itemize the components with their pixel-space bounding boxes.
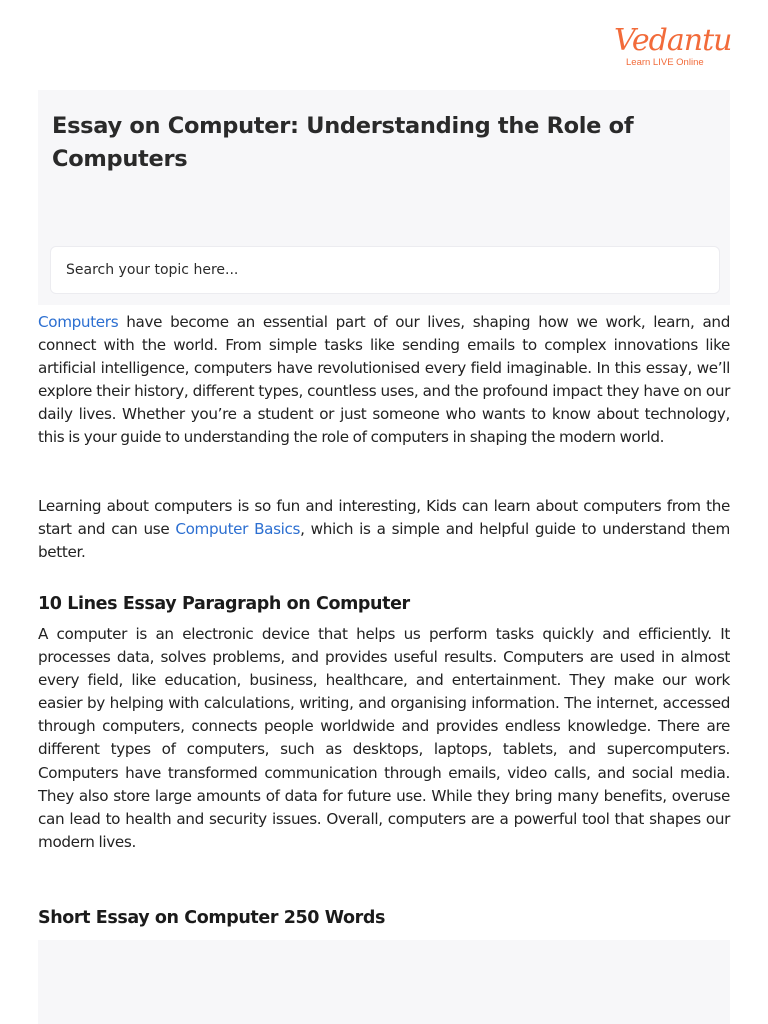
kids-text-before: Learning about computers is so fun and interesting, Kids can learn about computers from the start and can use — [38, 497, 730, 539]
kids-text-after: , which is a simple and helpful guide to understand them better. — [38, 520, 730, 562]
heading-10-lines: 10 Lines Essay Paragraph on Computer — [38, 594, 410, 614]
content-panel — [38, 940, 730, 1024]
computer-basics-link[interactable]: Computer Basics — [175, 520, 301, 539]
intro-text: have become an essential part of our lives, shaping how we work, learn, and connect with the world. From simple tasks like sending emails to complex innovations like artificial intelligence, computers have revolutionised every field imaginable. In this essay, we’ll explore their history, different types, countless uses, and the profound impact they have on our daily lives. Whether you’re a student or just someone who wants to know about technology, this is your guide to understanding the role of computers in shaping the modern world. — [38, 313, 730, 447]
logo-wordmark: Vedantu — [614, 23, 732, 58]
search-input[interactable] — [50, 246, 720, 294]
vedantu-logo[interactable] — [612, 22, 732, 72]
intro-paragraph — [38, 311, 730, 450]
page-title: Essay on Computer: Understanding the Role of Computers — [52, 113, 634, 172]
kids-paragraph — [38, 495, 730, 564]
heading-250-words: Short Essay on Computer 250 Words — [38, 908, 386, 928]
ten-lines-paragraph: A computer is an electronic device that helps us perform tasks quickly and efficiently. It processes data, solves problems, and provides useful results. Computers are used in almost every field, like education, business, healthcare, and entertainment. They make our work easier by helping with calculations, writing, and organising information. The internet, accessed through computers, connects people worldwide and provides endless knowledge. There are different types of computers, such as desktops, laptops, tablets, and supercomputers. Computers have transformed communication through emails, video calls, and social media. They also store large amounts of data for future use. While they bring many benefits, overuse can lead to health and security issues. Overall, computers are a powerful tool that shapes our modern lives. — [38, 625, 730, 851]
computers-link[interactable]: Computers — [38, 313, 119, 331]
search-placeholder: Search your topic here... — [66, 262, 239, 278]
logo-tagline: Learn LIVE Online — [626, 57, 704, 68]
